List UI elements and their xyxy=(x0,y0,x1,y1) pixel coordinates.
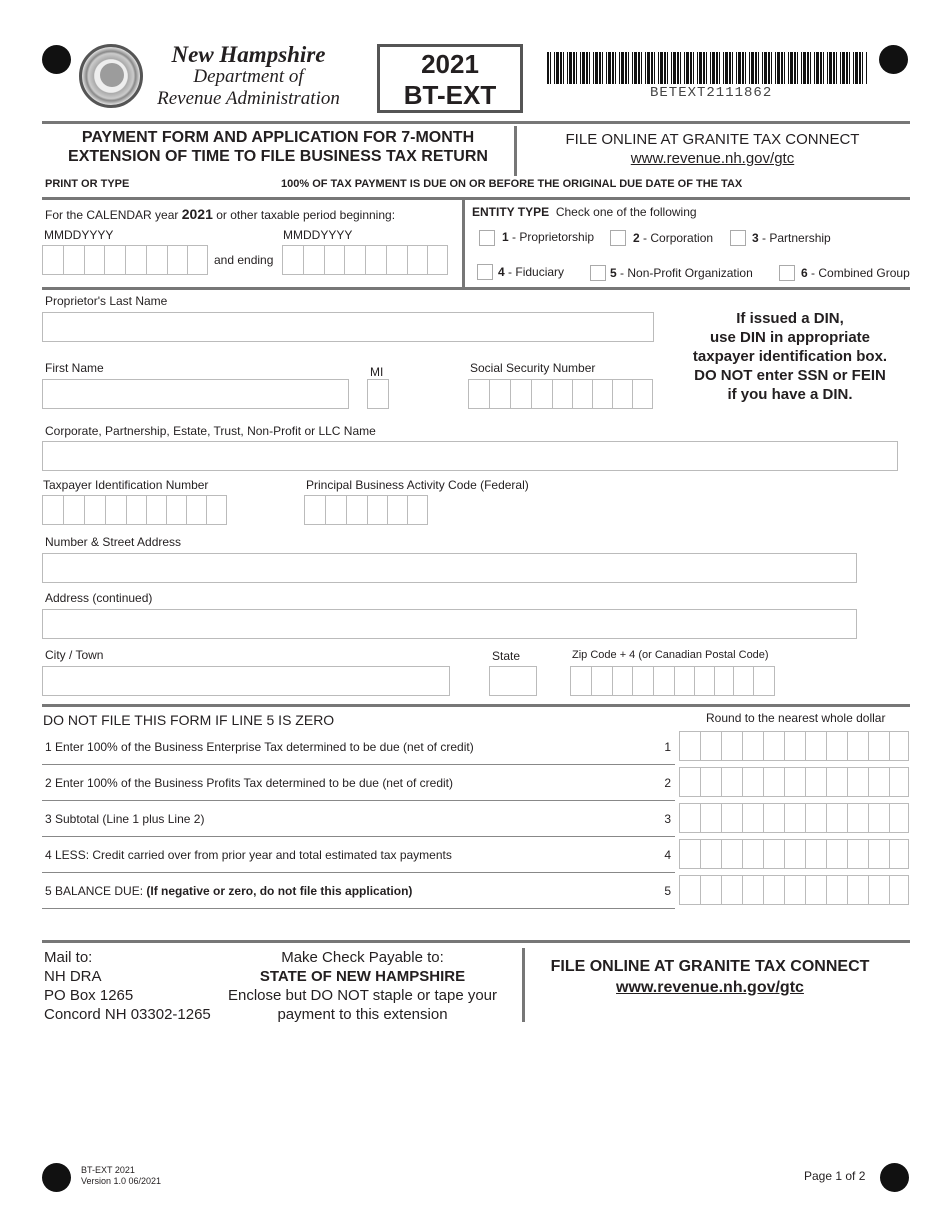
barcode xyxy=(547,52,867,84)
din-note-line: If issued a DIN, xyxy=(736,310,844,327)
line-item-5 xyxy=(42,873,675,909)
amount-input-3[interactable] xyxy=(679,803,909,833)
entity-option-3 xyxy=(752,231,831,245)
line-item-1 xyxy=(42,729,675,765)
city-label: City / Town xyxy=(45,648,104,662)
mail-line: Concord NH 03302-1265 xyxy=(44,1006,211,1023)
form-id-box xyxy=(377,44,523,113)
state-label: State xyxy=(492,649,521,663)
org-dept-line2: Revenue Administration xyxy=(157,88,340,109)
first-name-input[interactable] xyxy=(42,379,349,409)
corp-name-input[interactable] xyxy=(42,441,898,471)
begin-date-input[interactable] xyxy=(42,245,208,275)
round-note: Round to the nearest whole dollar xyxy=(706,711,886,725)
entity-num: 2 xyxy=(633,231,640,245)
last-name-label: Proprietor's Last Name xyxy=(45,294,168,308)
tin-label: Taxpayer Identification Number xyxy=(43,478,209,492)
pbac-label: Principal Business Activity Code (Federal) xyxy=(306,478,529,492)
entity-num: 6 xyxy=(801,266,808,280)
entity-text: - Non-Profit Organization xyxy=(620,266,753,280)
entity-type-label: ENTITY TYPE xyxy=(472,205,550,219)
entity-checkbox-3[interactable] xyxy=(730,230,746,246)
line-text: 2 Enter 100% of the Business Profits Tax determined to be due (net of credit) xyxy=(45,776,454,790)
end-date-format: MMDDYYYY xyxy=(283,228,353,242)
state-seal-logo xyxy=(79,44,143,108)
mail-line: Mail to: xyxy=(44,949,93,966)
entity-num: 5 xyxy=(610,266,617,280)
divider xyxy=(42,197,910,200)
entity-checkbox-4[interactable] xyxy=(477,264,493,280)
din-note-line: if you have a DIN. xyxy=(727,386,853,403)
period-post: or other taxable period beginning: xyxy=(216,208,396,222)
form-title-line1: PAYMENT FORM AND APPLICATION FOR 7-MONTH xyxy=(81,129,475,146)
tin-input[interactable] xyxy=(42,495,227,525)
amount-input-2[interactable] xyxy=(679,767,909,797)
din-note xyxy=(680,309,900,404)
check-payee: STATE OF NEW HAMPSHIRE xyxy=(259,968,466,985)
org-name-block xyxy=(146,44,351,110)
registration-mark xyxy=(42,1163,71,1192)
period-pre: For the CALENDAR year xyxy=(45,208,179,222)
mi-input[interactable] xyxy=(367,379,389,409)
line-number: 1 xyxy=(664,740,671,754)
page-number: Page 1 of 2 xyxy=(804,1169,866,1183)
online-filing-label: FILE ONLINE AT GRANITE TAX CONNECT xyxy=(565,131,860,148)
mail-address xyxy=(44,948,211,1024)
amount-input-4[interactable] xyxy=(679,839,909,869)
entity-checkbox-5[interactable] xyxy=(590,265,606,281)
online-filing-footer xyxy=(540,956,880,998)
mail-line: PO Box 1265 xyxy=(44,987,134,1004)
begin-date-format: MMDDYYYY xyxy=(44,228,114,242)
divider xyxy=(42,287,910,290)
entity-type-instr: Check one of the following xyxy=(555,205,697,219)
address2-label: Address (continued) xyxy=(45,591,153,605)
form-version-date: Version 1.0 06/2021 xyxy=(81,1176,162,1186)
line-text: 4 LESS: Credit carried over from prior year and total estimated tax payments xyxy=(45,848,452,862)
entity-option-1 xyxy=(502,230,594,244)
entity-checkbox-2[interactable] xyxy=(610,230,626,246)
state-input[interactable] xyxy=(489,666,537,696)
org-name: New Hampshire xyxy=(171,42,326,67)
entity-option-2 xyxy=(633,231,713,245)
entity-option-4 xyxy=(498,265,564,279)
form-version-code: BT-EXT 2021 xyxy=(81,1165,135,1175)
org-dept-line1: Department of xyxy=(193,66,304,87)
street-input[interactable] xyxy=(42,553,857,583)
entity-option-5 xyxy=(610,266,753,280)
corp-name-label: Corporate, Partnership, Estate, Trust, Non-Profit or LLC Name xyxy=(45,424,376,438)
din-note-line: DO NOT enter SSN or FEIN xyxy=(694,367,886,384)
entity-checkbox-1[interactable] xyxy=(479,230,495,246)
registration-mark xyxy=(880,1163,909,1192)
entity-text: - Corporation xyxy=(643,231,714,245)
online-filing-footer-link[interactable]: www.revenue.nh.gov/gtc xyxy=(616,979,804,996)
pbac-input[interactable] xyxy=(304,495,428,525)
entity-text: - Combined Group xyxy=(811,266,910,280)
line-number: 4 xyxy=(664,848,671,862)
line-text: 5 BALANCE DUE: xyxy=(45,884,147,898)
line-item-4 xyxy=(42,837,675,873)
amount-input-1[interactable] xyxy=(679,731,909,761)
zip-input[interactable] xyxy=(570,666,775,696)
online-filing-footer-label: FILE ONLINE AT GRANITE TAX CONNECT xyxy=(550,958,870,975)
street-label: Number & Street Address xyxy=(45,535,182,549)
address2-input[interactable] xyxy=(42,609,857,639)
line-text: 3 Subtotal (Line 1 plus Line 2) xyxy=(45,812,205,826)
line-item-2 xyxy=(42,765,675,801)
entity-text: - Partnership xyxy=(762,231,831,245)
entity-type-heading xyxy=(472,205,697,219)
line-item-3 xyxy=(42,801,675,837)
mail-line: NH DRA xyxy=(44,968,102,985)
due-notice: 100% OF TAX PAYMENT IS DUE ON OR BEFORE THE ORIGINAL DUE DATE OF THE TAX xyxy=(281,178,743,190)
entity-num: 4 xyxy=(498,265,505,279)
line-number: 3 xyxy=(664,812,671,826)
divider xyxy=(42,121,910,124)
check-line: payment to this extension xyxy=(277,1006,448,1023)
din-note-line: use DIN in appropriate xyxy=(709,329,871,346)
entity-checkbox-6[interactable] xyxy=(779,265,795,281)
form-year: 2021 xyxy=(421,49,479,79)
din-note-line: taxpayer identification box. xyxy=(692,348,888,365)
divider xyxy=(42,940,910,943)
ssn-input[interactable] xyxy=(468,379,653,409)
divider xyxy=(42,704,910,707)
line-text: 1 Enter 100% of the Business Enterprise Tax determined to be due (net of credit) xyxy=(45,740,474,754)
check-instructions xyxy=(225,948,500,1024)
form-version xyxy=(81,1165,161,1187)
line-text-bold: (If negative or zero, do not file this application) xyxy=(146,884,413,898)
form-code: BT-EXT xyxy=(403,80,497,110)
period-label xyxy=(45,206,395,222)
ending-label: and ending xyxy=(214,253,274,267)
check-line: Make Check Payable to: xyxy=(281,949,444,966)
online-filing-note xyxy=(540,130,885,168)
entity-text: - Proprietorship xyxy=(512,230,595,244)
entity-text: - Fiduciary xyxy=(508,265,565,279)
registration-mark xyxy=(42,45,71,74)
end-date-input[interactable] xyxy=(282,245,448,275)
amount-input-5[interactable] xyxy=(679,875,909,905)
first-name-label: First Name xyxy=(45,361,104,375)
last-name-input[interactable] xyxy=(42,312,654,342)
line-number: 5 xyxy=(664,884,671,898)
ssn-label: Social Security Number xyxy=(470,361,596,375)
line-number: 2 xyxy=(664,776,671,790)
zip-label: Zip Code + 4 (or Canadian Postal Code) xyxy=(572,649,769,661)
registration-mark xyxy=(879,45,908,74)
entity-num: 3 xyxy=(752,231,759,245)
entity-num: 1 xyxy=(502,230,509,244)
entity-option-6 xyxy=(801,266,910,280)
divider xyxy=(514,126,517,176)
online-filing-link[interactable]: www.revenue.nh.gov/gtc xyxy=(630,150,795,167)
period-year: 2021 xyxy=(181,206,213,222)
print-or-type: PRINT OR TYPE xyxy=(45,178,130,190)
lines-warning: DO NOT FILE THIS FORM IF LINE 5 IS ZERO xyxy=(43,712,335,728)
barcode-text: BETEXT2111862 xyxy=(650,85,773,101)
mi-label: MI xyxy=(370,365,384,379)
divider xyxy=(522,948,525,1022)
city-input[interactable] xyxy=(42,666,450,696)
divider xyxy=(462,200,465,287)
form-title xyxy=(42,128,514,166)
form-title-line2: EXTENSION OF TIME TO FILE BUSINESS TAX RETURN xyxy=(68,148,488,165)
check-line: Enclose but DO NOT staple or tape your xyxy=(227,987,498,1004)
